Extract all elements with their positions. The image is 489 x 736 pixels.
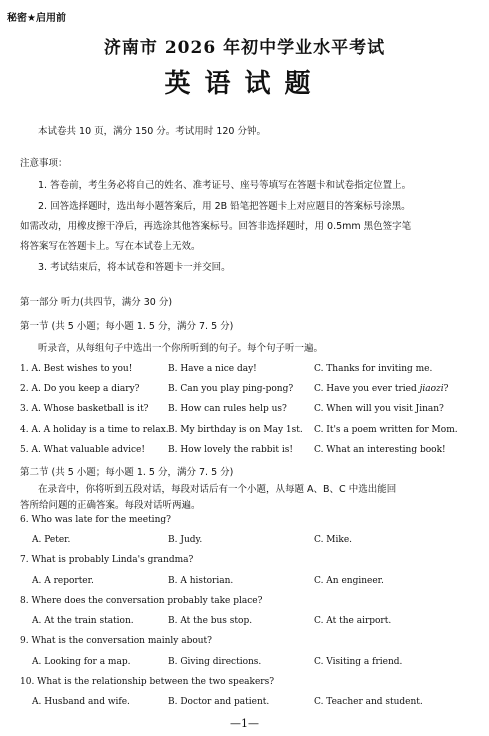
question-6-option-b: B. Judy.	[168, 535, 203, 545]
question-5-option-c: C. What an interesting book!	[314, 445, 446, 455]
question-9-option-a: A. Looking for a map.	[32, 657, 131, 667]
question-7-stem: 7. What is probably Linda's grandma?	[20, 555, 194, 565]
question-2-option-a: 2. A. Do you keep a diary?	[20, 384, 140, 394]
question-5-option-b: B. How lovely the rabbit is!	[168, 445, 293, 455]
question-2-option-b: B. Can you play ping-pong?	[168, 384, 294, 394]
subject-title: 英语试题	[164, 69, 325, 99]
question-8-option-a: A. At the train station.	[32, 616, 134, 626]
page-number: —1—	[230, 717, 259, 730]
exam-info: 本试卷共 10 页，满分 150 分。考试用时 120 分钟。	[38, 126, 266, 137]
notice-line: 2. 回答选择题时，选出每小题答案后，用 2B 铅笔把答题卡上对应题目的答案标号涂黑。	[38, 201, 411, 212]
question-2-end: ?	[443, 384, 449, 394]
question-8-stem: 8. Where does the conversation probably take place?	[20, 596, 263, 606]
question-7-option-b: B. A historian.	[168, 576, 234, 586]
question-4-option-b: B. My birthday is on May 1st.	[168, 425, 303, 435]
exam-title: 济南市 2026 年初中学业水平考试	[103, 38, 386, 58]
question-2-option-c-text: C. Have you ever tried	[314, 384, 420, 394]
question-1-option-a: 1. A. Best wishes to you!	[20, 364, 133, 374]
section1-title: 第一节 (共 5 小题；每小题 1. 5 分，满分 7. 5 分)	[20, 321, 234, 332]
section2-instruction-line1: 在录音中，你将听到五段对话，每段对话后有一个小题，从每题 A、B、C 中选出能回	[38, 484, 397, 495]
notice-title: 注意事项：	[20, 158, 68, 169]
question-10-stem: 10. What is the relationship between the two speakers?	[20, 677, 275, 687]
notice-line: 如需改动，用橡皮擦干净后，再选涂其他答案标号。回答非选择题时，用 0.5mm 黑色签字笔	[20, 221, 412, 232]
question-10-option-c: C. Teacher and student.	[314, 697, 423, 707]
question-2-option-c	[314, 384, 449, 394]
section2-title: 第二节 (共 5 小题；每小题 1. 5 分，满分 7. 5 分)	[20, 467, 234, 478]
question-6-option-a: A. Peter.	[32, 535, 71, 545]
question-3-option-c: C. When will you visit Jinan?	[314, 404, 444, 414]
question-10-option-b: B. Doctor and patient.	[168, 697, 270, 707]
question-3-option-b: B. How can rules help us?	[168, 404, 287, 414]
question-8-option-b: B. At the bus stop.	[168, 616, 253, 626]
jiaozi-word: jiaozi	[419, 384, 444, 394]
question-7-option-c: C. An engineer.	[314, 576, 384, 586]
question-9-stem: 9. What is the conversation mainly about?	[20, 636, 213, 646]
question-6-stem: 6. Who was late for the meeting?	[20, 515, 171, 525]
notice-line: 将答案写在答题卡上。写在本试卷上无效。	[20, 241, 201, 252]
question-4-option-a: 4. A. A holiday is a time to relax.	[20, 425, 169, 435]
notice-line: 3. 考试结束后，将本试卷和答题卡一并交回。	[38, 262, 231, 273]
section2-instruction-line2: 答所给问题的正确答案。每段对话听两遍。	[20, 500, 201, 511]
question-8-option-c: C. At the airport.	[314, 616, 392, 626]
question-6-option-c: C. Mike.	[314, 535, 353, 545]
part1-title: 第一部分 听力(共四节，满分 30 分)	[20, 297, 173, 308]
question-10-option-a: A. Husband and wife.	[32, 697, 130, 707]
question-1-option-c: C. Thanks for inviting me.	[314, 364, 433, 374]
question-4-option-c: C. It's a poem written for Mom.	[314, 425, 458, 435]
question-1-option-b: B. Have a nice day!	[168, 364, 257, 374]
question-7-option-a: A. A reporter.	[32, 576, 94, 586]
question-9-option-c: C. Visiting a friend.	[314, 657, 403, 667]
question-9-option-b: B. Giving directions.	[168, 657, 262, 667]
section1-instruction: 听录音，从每组句子中选出一个你所听到的句子。每个句子听一遍。	[38, 343, 324, 354]
question-5-option-a: 5. A. What valuable advice!	[20, 445, 145, 455]
secret-mark: 秘密★启用前	[7, 13, 66, 24]
notice-line: 1. 答卷前，考生务必将自己的姓名、准考证号、座号等填写在答题卡和试卷指定位置上。	[38, 180, 412, 191]
question-3-option-a: 3. A. Whose basketball is it?	[20, 404, 149, 414]
